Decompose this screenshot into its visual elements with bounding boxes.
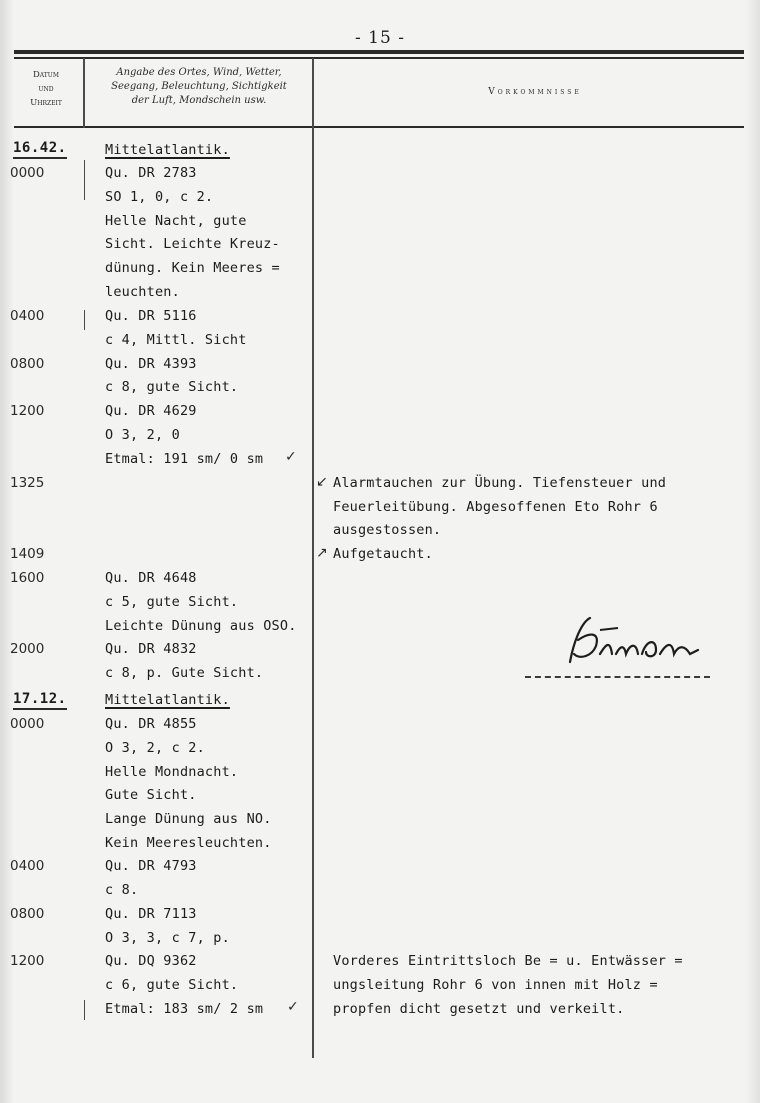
entry-text: Qu. DR 5116 bbox=[105, 308, 197, 324]
signature-image bbox=[560, 610, 710, 672]
header-col1-line: Datum bbox=[32, 70, 60, 80]
header-col2-line: Angabe des Ortes, Wind, Wetter, bbox=[116, 67, 282, 78]
entry-text: Etmal: 183 sm/ 2 sm bbox=[105, 1001, 264, 1017]
entry-text: Qu. DR 7113 bbox=[105, 906, 197, 922]
entry-time: 1325 bbox=[10, 475, 45, 491]
header-col2-line: Seegang, Beleuchtung, Sichtigkeit bbox=[111, 81, 287, 92]
entry-text: Qu. DR 4832 bbox=[105, 641, 197, 657]
column-1-mark bbox=[84, 310, 85, 330]
header-col1-line: und bbox=[38, 84, 54, 94]
entry-text: O 3, 2, 0 bbox=[105, 427, 180, 443]
entry-text: Gute Sicht. bbox=[105, 787, 197, 803]
column-1-mark bbox=[84, 160, 85, 200]
entry-time: 1600 bbox=[10, 570, 45, 586]
entry-text: Qu. DR 4629 bbox=[105, 403, 197, 419]
event-text: Vorderes Eintrittsloch Be = u. Entwässer = bbox=[333, 953, 683, 969]
entry-time: 0000 bbox=[10, 716, 45, 732]
entry-text: Mittelatlantik. bbox=[105, 692, 230, 708]
entry-text: c 8, gute Sicht. bbox=[105, 379, 239, 395]
check-mark-icon: ↙ bbox=[316, 474, 328, 490]
entry-text: SO 1, 0, c 2. bbox=[105, 189, 214, 205]
event-text: Aufgetaucht. bbox=[333, 546, 433, 562]
header-top-rule-thin bbox=[14, 57, 744, 59]
entry-text: c 6, gute Sicht. bbox=[105, 977, 239, 993]
header-col1-line: Uhrzeit bbox=[30, 98, 62, 108]
entry-text: dünung. Kein Meeres = bbox=[105, 260, 280, 276]
header-date-time bbox=[14, 68, 78, 110]
entry-text: Qu. DR 4648 bbox=[105, 570, 197, 586]
entry-time: 1200 bbox=[10, 403, 45, 419]
entry-text: Qu. DQ 9362 bbox=[105, 953, 197, 969]
header-bottom-rule bbox=[14, 126, 744, 128]
column-1-mark bbox=[84, 1000, 85, 1020]
entry-time: 1200 bbox=[10, 953, 45, 969]
entry-text: Sicht. Leichte Kreuz- bbox=[105, 236, 280, 252]
check-mark-icon: ✓ bbox=[285, 449, 297, 465]
entry-time: 0400 bbox=[10, 858, 45, 874]
entry-text: c 8. bbox=[105, 882, 139, 898]
header-top-rule bbox=[14, 50, 744, 54]
date-label: 16.42. bbox=[13, 140, 67, 159]
entry-text: c 8, p. Gute Sicht. bbox=[105, 665, 264, 681]
check-mark-icon: ↗ bbox=[316, 545, 328, 561]
check-mark-icon: ✓ bbox=[287, 999, 299, 1015]
entry-text: c 5, gute Sicht. bbox=[105, 594, 239, 610]
entry-time: 0800 bbox=[10, 906, 45, 922]
entry-text: Kein Meeresleuchten. bbox=[105, 835, 272, 851]
entry-time: 0800 bbox=[10, 356, 45, 372]
event-text: propfen dicht gesetzt und verkeilt. bbox=[333, 1001, 625, 1017]
entry-text: Qu. DR 2783 bbox=[105, 165, 197, 181]
event-text: Feuerleitübung. Abgesoffenen Eto Rohr 6 bbox=[333, 499, 658, 515]
entry-text: leuchten. bbox=[105, 284, 180, 300]
entry-text: Etmal: 191 sm/ 0 sm bbox=[105, 451, 264, 467]
entry-text: Qu. DR 4393 bbox=[105, 356, 197, 372]
entry-text: Leichte Dünung aus OSO. bbox=[105, 618, 297, 634]
entry-time: 0000 bbox=[10, 165, 45, 181]
header-events: Vorkommnisse bbox=[488, 87, 582, 97]
signature-dash-line bbox=[525, 676, 710, 678]
entry-text: Mittelatlantik. bbox=[105, 142, 230, 158]
event-text: ausgestossen. bbox=[333, 522, 442, 538]
event-text: Alarmtauchen zur Übung. Tiefensteuer und bbox=[333, 475, 667, 491]
entry-text: Qu. DR 4793 bbox=[105, 858, 197, 874]
entry-text: Helle Nacht, gute bbox=[105, 213, 247, 229]
entry-text: c 4, Mittl. Sicht bbox=[105, 332, 247, 348]
header-col2-line: der Luft, Mondschein usw. bbox=[131, 95, 267, 106]
column-divider-2 bbox=[312, 58, 314, 1058]
entry-text: Helle Mondnacht. bbox=[105, 764, 239, 780]
entry-text: O 3, 3, c 7, p. bbox=[105, 930, 230, 946]
event-text: ungsleitung Rohr 6 von innen mit Holz = bbox=[333, 977, 658, 993]
entry-time: 2000 bbox=[10, 641, 45, 657]
page-number: - 15 - bbox=[355, 28, 405, 48]
date-label: 17.12. bbox=[13, 691, 67, 710]
entry-time: 0400 bbox=[10, 308, 45, 324]
entry-text: Qu. DR 4855 bbox=[105, 716, 197, 732]
header-location-weather bbox=[88, 66, 310, 108]
column-divider-1 bbox=[83, 58, 85, 128]
entry-time: 1409 bbox=[10, 546, 45, 562]
entry-text: O 3, 2, c 2. bbox=[105, 740, 205, 756]
entry-text: Lange Dünung aus NO. bbox=[105, 811, 272, 827]
